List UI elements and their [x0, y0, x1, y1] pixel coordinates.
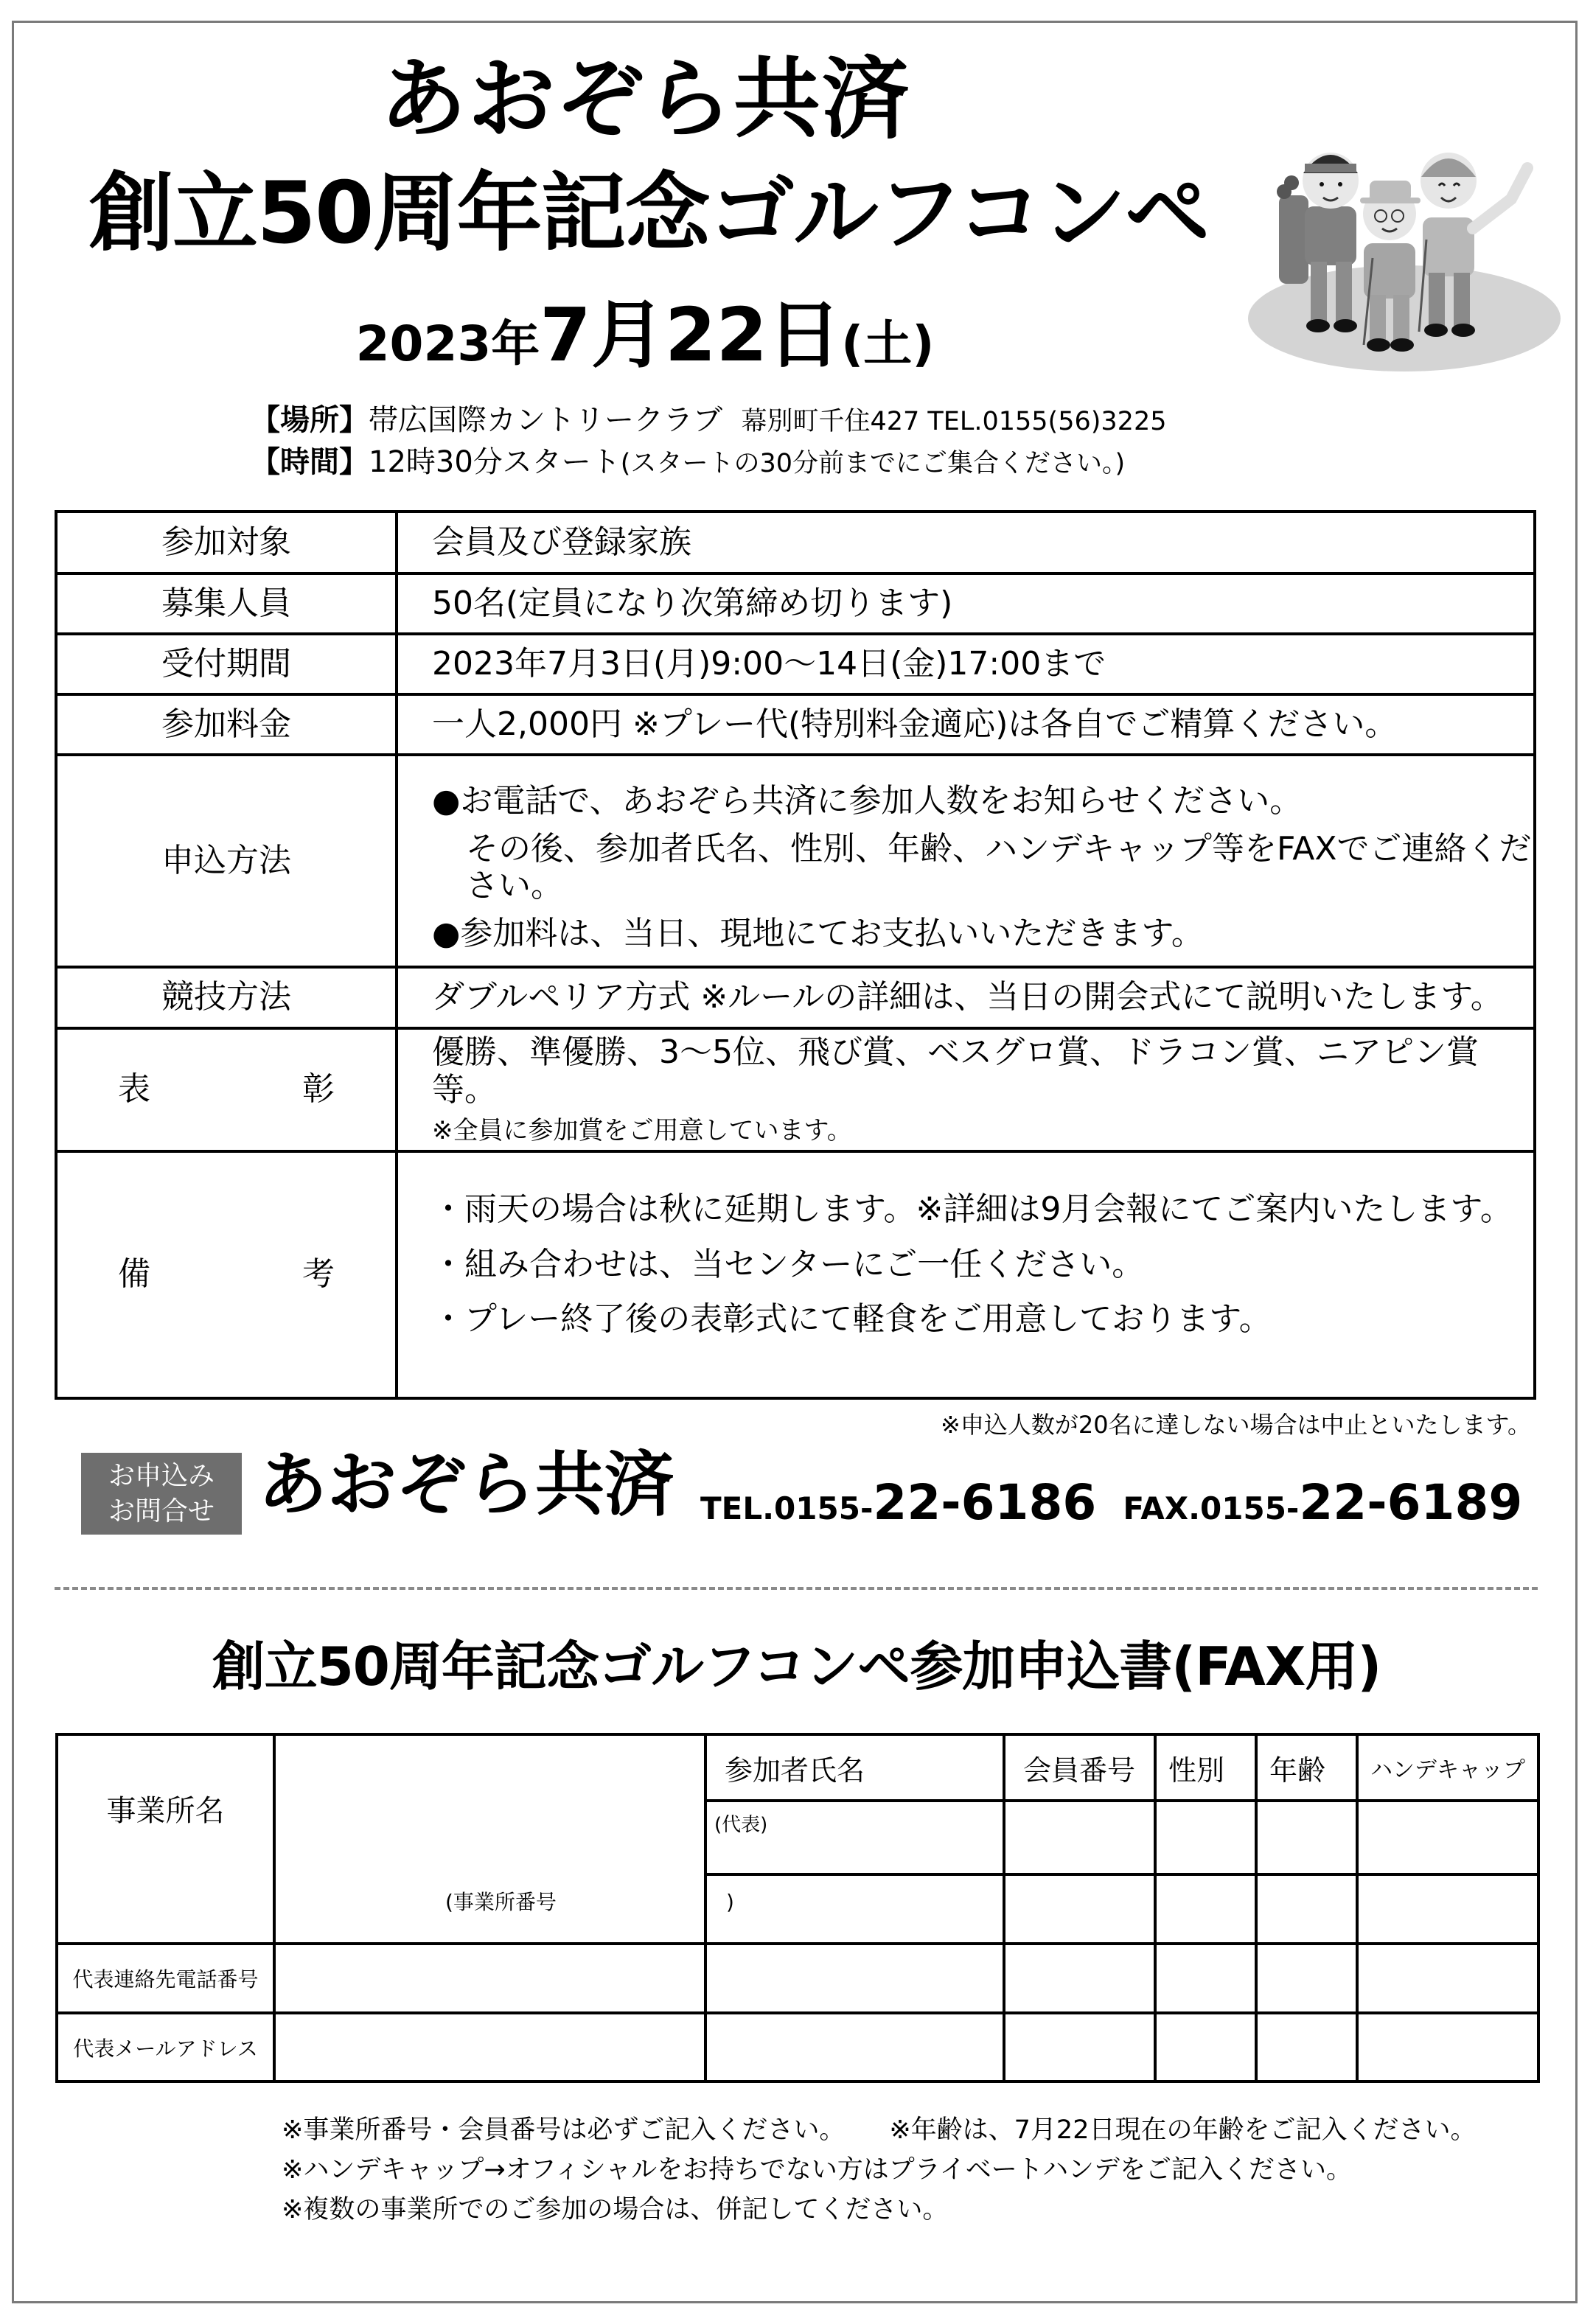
detail-row [56, 967, 1535, 1028]
gender-field[interactable] [1155, 1801, 1256, 1874]
col-gender: 性別 [1155, 1734, 1256, 1801]
detail-label: 受付期間 [56, 634, 397, 694]
participant-name-field[interactable] [705, 1874, 1004, 1944]
tel-prefix: TEL.0155- [700, 1490, 874, 1526]
business-number-field[interactable]: (事業所番号 ) [445, 1890, 734, 1914]
location-line [251, 405, 1166, 435]
fax-number: 22-6189 [1299, 1474, 1523, 1531]
cut-line-divider [55, 1587, 1538, 1590]
detail-row [56, 1151, 1535, 1398]
business-name-field[interactable] [274, 1734, 734, 1944]
participant-row [57, 1944, 1538, 2013]
detail-value [397, 755, 1535, 967]
contact-label-line: お問合せ [108, 1496, 215, 1526]
event-details-table [55, 510, 1536, 1400]
event-title: 創立50周年記念ゴルフコンペ [88, 164, 1209, 263]
detail-label: 募集人員 [56, 573, 397, 634]
age-field[interactable] [1256, 1944, 1357, 2013]
fax-prefix: FAX.0155- [1123, 1490, 1300, 1526]
detail-label: 参加対象 [56, 512, 397, 573]
detail-value: ダブルペリア方式 ※ルールの詳細は、当日の開会式にて説明いたします。 [397, 967, 1535, 1028]
detail-label: 表彰 [56, 1028, 397, 1151]
detail-value: 会員及び登録家族 [397, 512, 1535, 573]
date-day: 22日 [664, 292, 842, 378]
handicap-field[interactable] [1357, 1801, 1538, 1874]
time-start: 12時30分スタート [369, 445, 621, 479]
participant-name-field[interactable] [705, 2013, 1004, 2082]
member-number-field[interactable] [1004, 1874, 1155, 1944]
footnote: ※事業所番号・会員番号は必ずご記入ください。 ※年齢は、7月22日現在の年齢をご記入ください。 [282, 2115, 1477, 2145]
gender-field[interactable] [1155, 1874, 1256, 1944]
col-age: 年齢 [1256, 1734, 1357, 1801]
detail-label: 競技方法 [56, 967, 397, 1028]
contact-phones [700, 1474, 1523, 1531]
detail-note: ※全員に参加賞をご用意しています。 [432, 1115, 852, 1145]
detail-value [397, 1151, 1535, 1398]
rep-phone-field[interactable] [274, 1944, 705, 2013]
detail-row [56, 512, 1535, 573]
gender-field[interactable] [1155, 1944, 1256, 2013]
contact-label-box [81, 1453, 242, 1535]
col-participant-name: 参加者氏名 [705, 1734, 1004, 1801]
form-title: 創立50周年記念ゴルフコンペ参加申込書(FAX用) [212, 1636, 1381, 1697]
time-line [251, 447, 1125, 477]
member-number-field[interactable] [1004, 2013, 1155, 2082]
detail-line: ・プレー終了後の表彰式にて軽食をご用意しております。 [432, 1300, 1272, 1339]
date-year: 2023年 [355, 315, 540, 372]
detail-line: 優勝、準優勝、3～5位、飛び賞、ベスグロ賞、ドラコン賞、ニアピン賞 等。 [432, 1033, 1511, 1109]
golfers-illustration [1238, 111, 1578, 383]
rep-phone-label: 代表連絡先電話番号 [57, 1944, 274, 2013]
participant-row [57, 2013, 1538, 2082]
col-member-number: 会員番号 [1004, 1734, 1155, 1801]
detail-row [56, 755, 1535, 967]
event-date [0, 292, 1290, 378]
col-handicap: ハンデキャップ [1357, 1734, 1538, 1801]
time-label: 【時間】 [251, 445, 369, 479]
detail-value: 2023年7月3日(月)9:00～14日(金)17:00まで [397, 634, 1535, 694]
org-title: あおぞら共済 [379, 48, 910, 150]
participant-name-field[interactable] [705, 1944, 1004, 2013]
tel-number: 22-6186 [873, 1474, 1097, 1531]
detail-line: その後、参加者氏名、性別、年齢、ハンデキャップ等をFAXでご連絡ください。 [466, 829, 1532, 905]
age-field[interactable] [1256, 2013, 1357, 2082]
detail-row [56, 1028, 1535, 1151]
location-label: 【場所】 [251, 403, 369, 437]
detail-row [56, 573, 1535, 634]
business-name-label: 事業所名 [57, 1734, 274, 1944]
handicap-field[interactable] [1357, 2013, 1538, 2082]
detail-line: ●お電話で、あおぞら共済に参加人数をお知らせください。 [432, 782, 1303, 820]
location-address: 幕別町千住427 TEL.0155(56)3225 [741, 407, 1167, 436]
rep-email-label: 代表メールアドレス [57, 2013, 274, 2082]
member-number-field[interactable] [1004, 1944, 1155, 2013]
contact-label-line: お申込み [108, 1460, 215, 1491]
footnote: ※ハンデキャップ→オフィシャルをお持ちでない方はプライベートハンデをご記入ください。 [282, 2155, 1353, 2185]
handicap-field[interactable] [1357, 1874, 1538, 1944]
detail-line: ・雨天の場合は秋に延期します。※詳細は9月会報にてご案内いたします。 [432, 1190, 1513, 1228]
detail-line: ・組み合わせは、当センターにご一任ください。 [432, 1245, 1145, 1283]
contact-org-name: あおぞら共済 [258, 1445, 675, 1525]
detail-line: ●参加料は、当日、現地にてお支払いいただきます。 [432, 914, 1204, 952]
handicap-field[interactable] [1357, 1944, 1538, 2013]
date-weekday: (土) [841, 315, 935, 372]
location-venue: 帯広国際カントリークラブ [369, 403, 722, 437]
application-form-table [55, 1733, 1540, 2083]
age-field[interactable] [1256, 1801, 1357, 1874]
date-month: 7月 [540, 292, 665, 378]
form-footnotes [282, 2110, 1476, 2230]
detail-label: 申込方法 [56, 755, 397, 967]
participant-name-field[interactable]: (代表) [705, 1801, 1004, 1874]
footnote: ※複数の事業所でのご参加の場合は、併記してください。 [282, 2195, 949, 2224]
form-header-row [57, 1734, 1538, 1801]
detail-value: 50名(定員になり次第締め切ります) [397, 573, 1535, 634]
gender-field[interactable] [1155, 2013, 1256, 2082]
detail-label: 備考 [56, 1151, 397, 1398]
time-note: (スタートの30分前までにご集合ください。) [620, 449, 1126, 478]
age-field[interactable] [1256, 1874, 1357, 1944]
detail-row [56, 694, 1535, 755]
cancel-note: ※申込人数が20名に達しない場合は中止といたします。 [941, 1411, 1531, 1439]
detail-value: 一人2,000円 ※プレー代(特別料金適応)は各自でご精算ください。 [397, 694, 1535, 755]
member-number-field[interactable] [1004, 1801, 1155, 1874]
detail-row [56, 634, 1535, 694]
detail-value [397, 1028, 1535, 1151]
rep-email-field[interactable] [274, 2013, 705, 2082]
detail-label: 参加料金 [56, 694, 397, 755]
